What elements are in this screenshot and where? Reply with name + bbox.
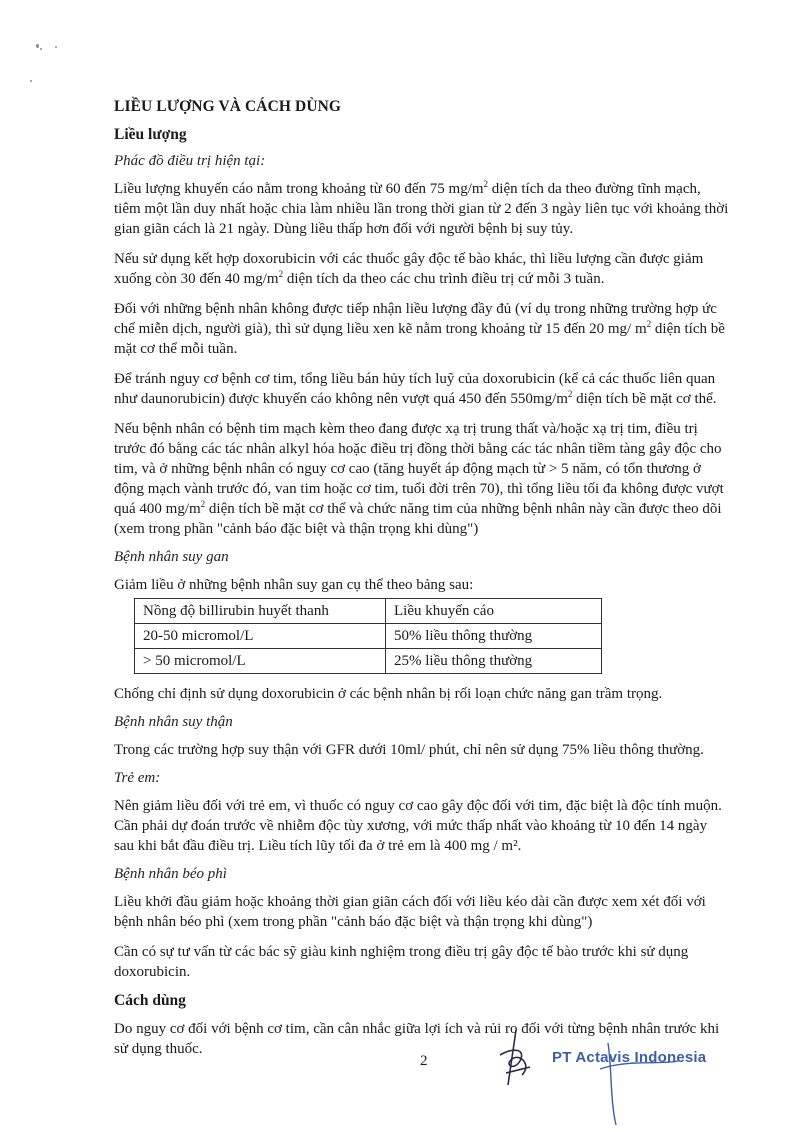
table-header-row (135, 599, 602, 624)
subheading-renal: Bệnh nhân suy thận (114, 714, 233, 730)
signature-icon (486, 1025, 546, 1095)
table-row (135, 649, 602, 674)
table-header-cell: Liều khuyến cáo (386, 599, 602, 624)
paragraph-combination-dose: Nếu sử dụng kết hợp doxorubicin với các thuốc gây độc tế bào khác, thì liều lượng cần được giảm xuống còn 30 đến 40 $mg/m^2$ diện tích da theo các chu trình điều trị cứ mỗi 3 tuần. (114, 251, 704, 287)
hepatic-contraindication: Chống chỉ định sử dụng doxorubicin ở các bệnh nhân bị rối loạn chức năng gan trầm trọng. (114, 686, 663, 702)
paragraph-cardiac-patients: Nếu bệnh nhân có bệnh tim mạch kèm theo đang được xạ trị trung thất và/hoặc xạ trị tim, điều trị trước đó bằng các tác nhân alkyl hóa hoặc điều trị đồng thời bằng các tác nhân tiềm tàng gây độc cho tim, và ở những bệnh nhân có nguy cơ cao (tăng huyết áp động mạch từ > 5 năm, có tổn thương ở động mạch vành trước đó, van tim hoặc cơ tim, tuổi đời trên 70), thì tổng liều tối đa không được vượt quá 400 $mg/m^2$ diện tích bề mặt cơ thể và chức năng tim của những bệnh nhân này cần được theo dõi (xem trong phần "cảnh báo đặc biệt và thận trọng khi dùng") (114, 421, 724, 537)
renal-text: Trong các trường hợp suy thận với GFR dưới 10ml/ phút, chỉ nên sử dụng 75% liều thông thường. (114, 742, 704, 758)
main-content (114, 98, 730, 1069)
children-text: Nên giảm liều đối với trẻ em, vì thuốc có nguy cơ cao gây độc đối với tim, đặc biệt là độc tính muộn. Cần phải dự đoán trước về nhiễm độc tùy xương, với mức thấp nhất vào khoảng từ 10 đến 14 ngày sau khi bắt đầu điều trị. Liều tích lũy tối đa ở trẻ em là 400 mg / m². (114, 798, 722, 854)
subheading-obese: Bệnh nhân béo phì (114, 866, 227, 882)
page-title: LIỀU LƯỢNG VÀ CÁCH DÙNG (114, 98, 342, 115)
section-heading-dosage: Liều lượng (114, 126, 187, 143)
table-cell: 20-50 micromol/L (135, 624, 386, 649)
table-row (135, 624, 602, 649)
table-cell: 25% liều thông thường (386, 649, 602, 674)
hepatic-dose-table (134, 598, 602, 674)
page-number: 2 (420, 1053, 428, 1069)
section-heading-administration: Cách dùng (114, 992, 186, 1009)
table-cell: 50% liều thông thường (386, 624, 602, 649)
obese-text-2: Cần có sự tư vấn từ các bác sỹ giàu kinh nghiệm trong điều trị gây độc tế bào trước khi sử dụng doxorubicin. (114, 944, 689, 980)
table-header-cell: Nồng độ billirubin huyết thanh (135, 599, 386, 624)
paragraph-cumulative-dose: Để tránh nguy cơ bệnh cơ tim, tổng liều bán hủy tích luỹ của doxorubicin (kể cả các thuốc liên quan như daunorubicin) được khuyến cáo không nên vượt quá 450 đến $550mg/m^2$ diện tích bề mặt cơ thể. (114, 371, 717, 407)
obese-text-1: Liều khởi đầu giảm hoặc khoảng thời gian giãn cách đối với liều kéo dài cần được xem xét đối với bệnh nhân béo phì (xem trong phần "cảnh báo đặc biệt và thận trọng khi dùng") (114, 894, 706, 930)
subheading-current-regimen: Phác đồ điều trị hiện tại: (114, 153, 266, 169)
paragraph-reduced-dose: Đối với những bệnh nhân không được tiếp nhận liều lượng đầy đủ (ví dụ trong những trường hợp ức chế miễn dịch, người già), thì sử dụng liều xen kẽ nằm trong khoảng từ 15 đến 20 mg/ $m^2$ diện tích bề mặt cơ thể mỗi tuần. (114, 301, 725, 357)
administration-text: Do nguy cơ đối với bệnh cơ tim, cần cân nhắc giữa lợi ích và rủi ro đối với từng bệnh nhân trước khi sử dụng thuốc. (114, 1021, 720, 1057)
page-footer (0, 1015, 800, 1125)
company-stamp: PT Actavis Indonesia (552, 1049, 707, 1066)
subheading-hepatic: Bệnh nhân suy gan (114, 549, 229, 565)
paragraph-recommended-dose: Liều lượng khuyến cáo nằm trong khoảng từ 60 đến 75 $mg/m^2$ diện tích da theo đường tĩnh mạch, tiêm một lần duy nhất hoặc chia làm nhiều lần trong thời gian từ 2 đến 3 ngày liên tục với khoảng thời gian giãn cách là 21 ngày. Dùng liều thấp hơn đối với người bệnh bị suy tủy. (114, 179, 729, 237)
table-cell: > 50 micromol/L (135, 649, 386, 674)
subheading-children: Trẻ em: (114, 770, 161, 786)
hepatic-intro: Giảm liều ở những bệnh nhân suy gan cụ thể theo bảng sau: (114, 577, 474, 593)
